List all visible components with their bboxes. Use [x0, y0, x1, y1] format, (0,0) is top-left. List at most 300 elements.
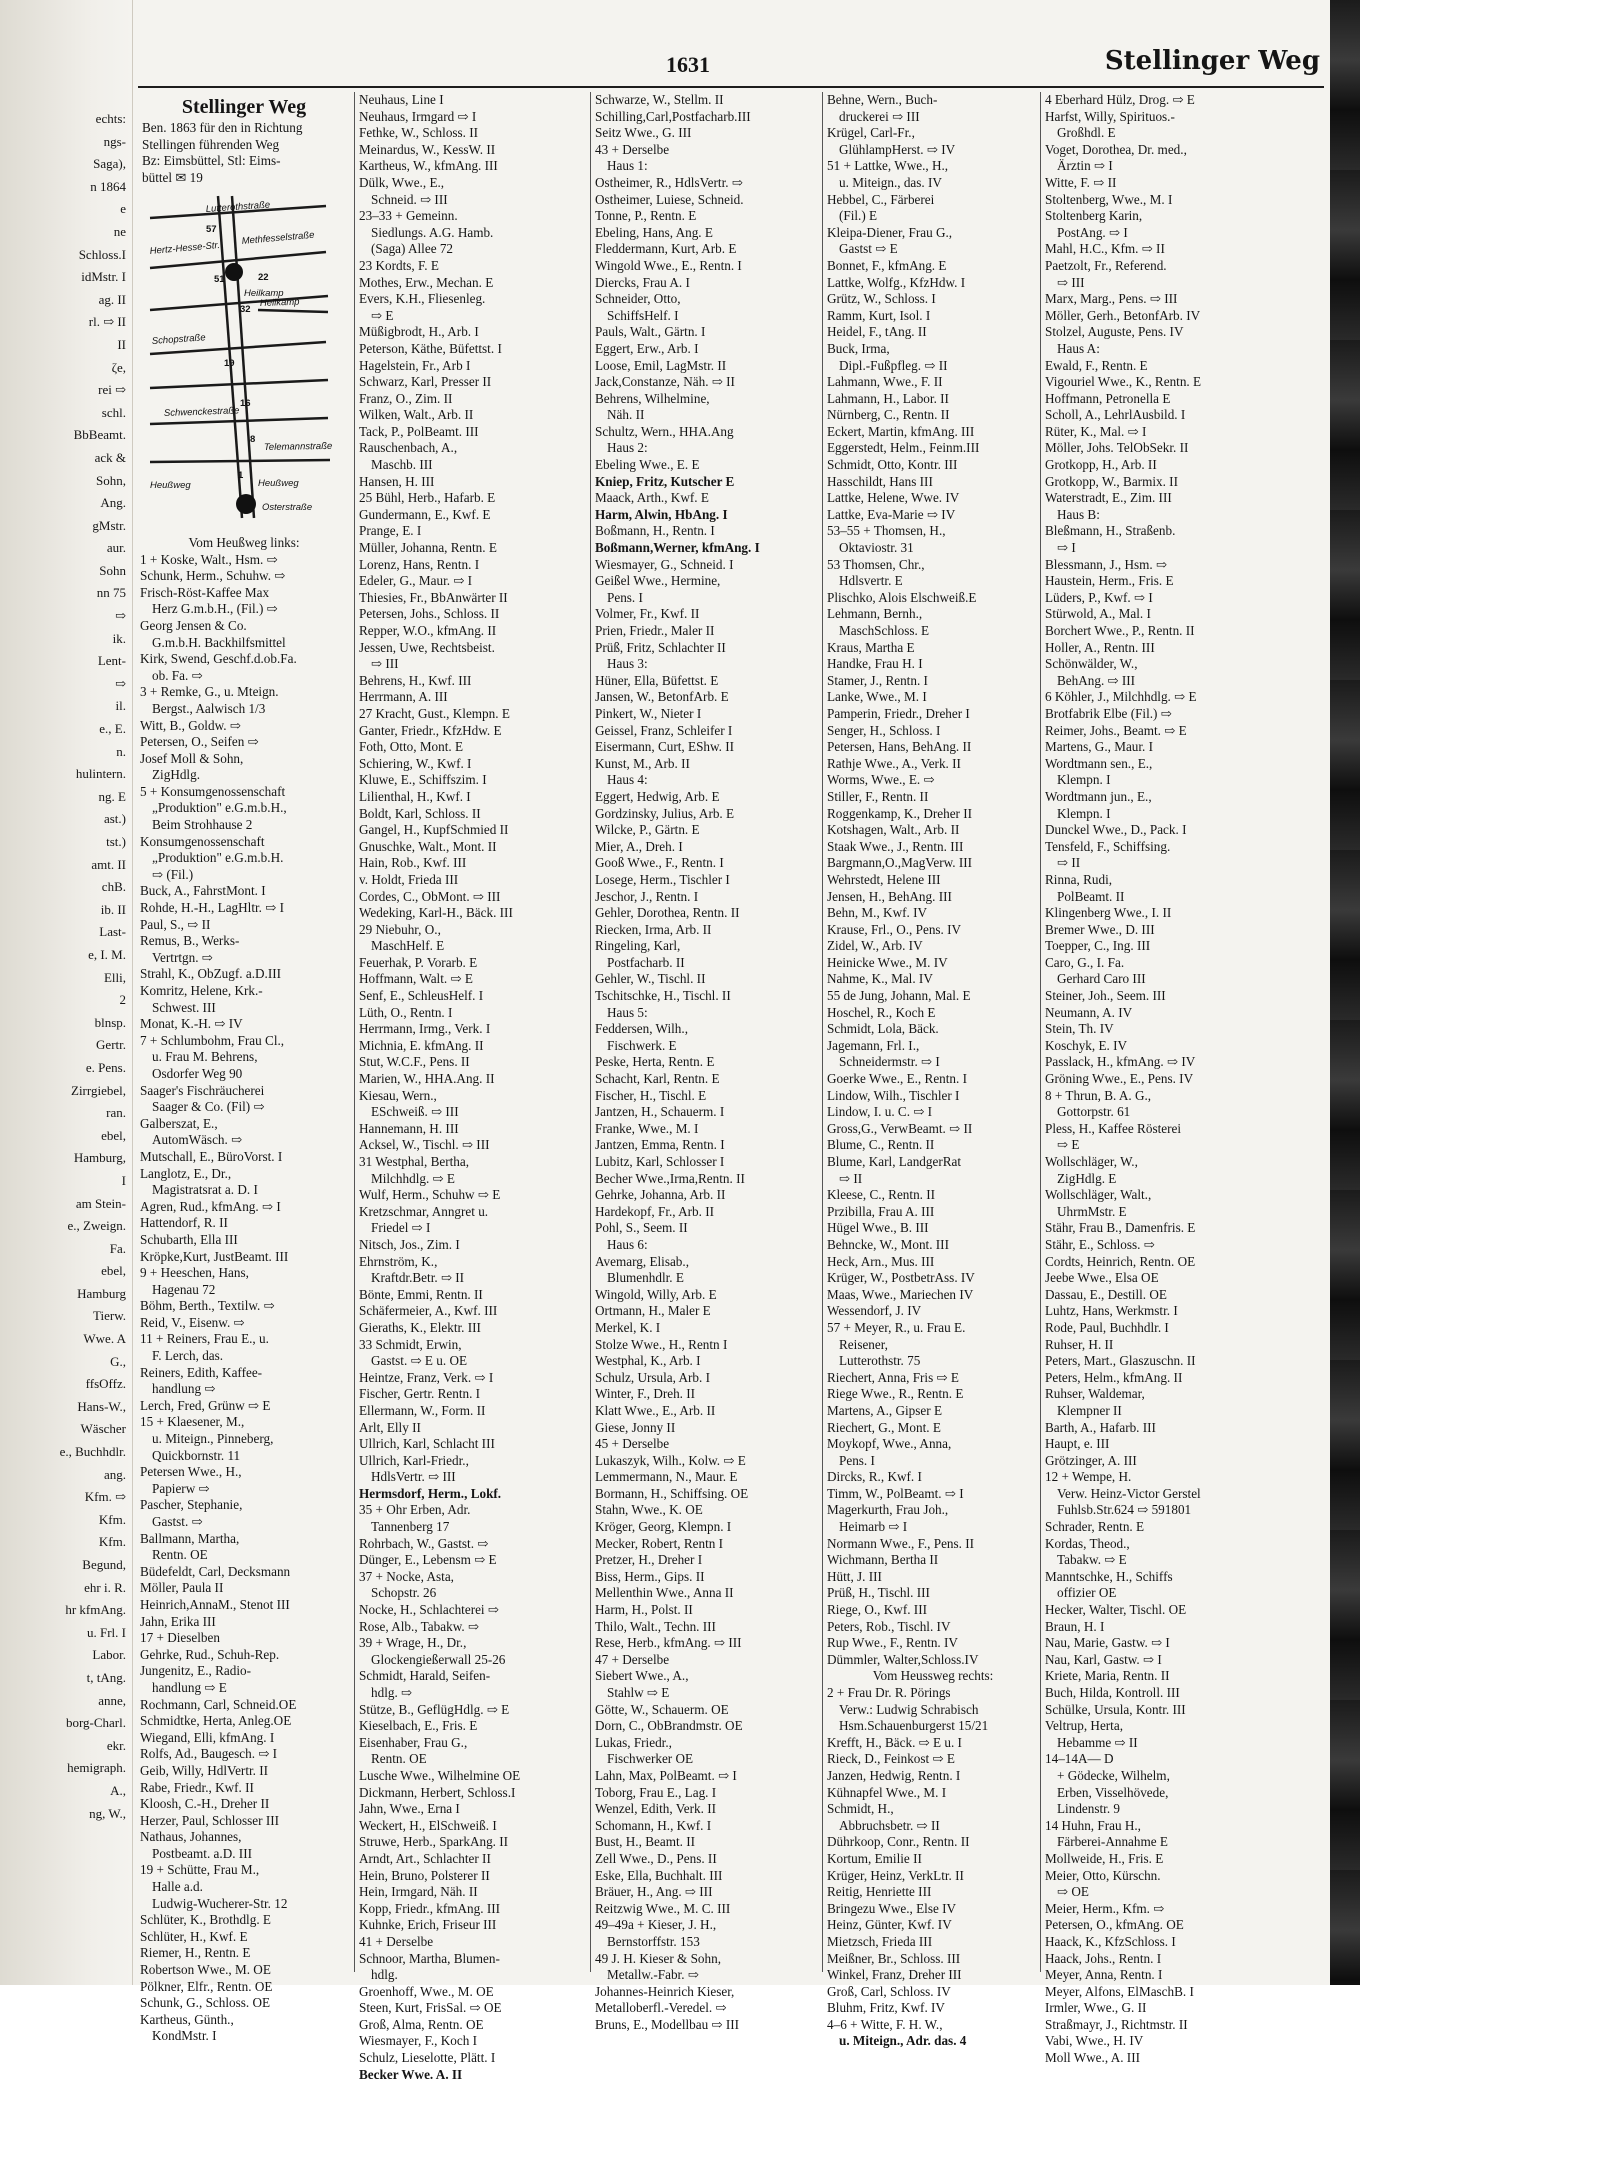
directory-entry: Gastst. ⇨: [152, 1514, 203, 1529]
directory-entry: Tschitschke, H., Tischl. II: [595, 988, 731, 1004]
directory-entry: Grotkopp, W., Barmix. II: [1045, 473, 1178, 489]
directory-entry: Gangel, H., KupfSchmied II: [359, 822, 509, 838]
directory-entry: ⇨ E: [371, 307, 394, 323]
gutter-fragment: ag. II: [98, 291, 126, 307]
gutter-fragment: idMstr. I: [81, 269, 126, 285]
directory-entry: Fleddermann, Kurt, Arb. E: [595, 241, 737, 257]
directory-entry: Wiegand, Elli, kfmAng. I: [140, 1729, 275, 1745]
directory-entry: Riemer, H., Rentn. E: [140, 1945, 251, 1961]
directory-entry: Groß, Alma, Rentn. OE: [359, 2016, 484, 2032]
gutter-fragment: e: [120, 201, 126, 217]
directory-entry: KondMstr. I: [152, 2028, 217, 2044]
directory-entry: Komritz, Helene, Krk.-: [140, 983, 263, 998]
directory-entry: Hagelstein, Fr., Arb I: [359, 357, 471, 373]
directory-entry: Marien, W., HHA.Ang. II: [359, 1071, 495, 1087]
directory-entry: Milchhdlg. ⇨ E: [371, 1170, 455, 1186]
directory-entry: druckerei ⇨ III: [839, 108, 920, 124]
directory-entry: Arndt, Art., Schlachter II: [359, 1850, 491, 1866]
directory-entry: 19 + Schütte, Frau M.,: [140, 1862, 260, 1878]
directory-entry: Hügel Wwe., B. III: [827, 1220, 929, 1236]
directory-entry: Hsm.Schauenburgerst 15/21: [839, 1718, 989, 1734]
directory-entry: Hansen, H. III: [359, 473, 435, 489]
directory-entry: Buck, A., FahrstMont. I: [140, 883, 266, 899]
directory-entry: u. Miteign., Pinneberg,: [152, 1431, 274, 1447]
directory-entry: Hain, Rob., Kwf. III: [359, 855, 467, 871]
map-street-label: Telemannstraße: [263, 441, 333, 454]
directory-entry: Wilken, Walt., Arb. II: [359, 407, 474, 423]
directory-entry: Frisch-Röst-Kaffee Max: [140, 584, 270, 600]
directory-entry: Scholl, A., LehrlAusbild. I: [1045, 407, 1186, 423]
directory-entry: Peterson, Käthe, Büfettst. I: [359, 340, 502, 356]
gutter-fragment: ehr i. R.: [84, 1579, 126, 1595]
gutter-fragment: am Stein-: [75, 1195, 126, 1211]
directory-entry: Lerch, Fred, Grünw ⇨ E: [140, 1397, 271, 1413]
directory-entry: Ringeling, Karl,: [595, 938, 681, 954]
directory-entry: Rieck, D., Feinkost ⇨ E: [827, 1751, 955, 1767]
gutter-fragment: BbBeamt.: [73, 427, 126, 443]
directory-entry: Quickbornstr. 11: [152, 1447, 241, 1463]
directory-entry: Reiners, Edith, Kaffee-: [140, 1364, 263, 1380]
map-street-label: Schopstraße: [151, 332, 206, 348]
directory-entry: Dümmler, Walter,Schloss.IV: [827, 1651, 979, 1667]
directory-entry: Kunst, M., Arb. II: [595, 755, 690, 771]
directory-entry: Barth, A., Hafarb. III: [1045, 1419, 1156, 1435]
directory-entry: Losege, Herm., Tischler I: [595, 871, 730, 887]
directory-entry: Haus 1:: [607, 158, 648, 174]
directory-entry: Tack, P., PolBeamt. III: [359, 423, 479, 439]
directory-entry: Moll Wwe., A. III: [1045, 2050, 1140, 2066]
directory-entry: Tensfeld, F., Schiffsing.: [1045, 838, 1171, 854]
directory-entry: Hebamme ⇨ II: [1057, 1734, 1138, 1750]
directory-entry: Hecker, Walter, Tischl. OE: [1045, 1602, 1187, 1618]
directory-entry: Kartheus, W., kfmAng. III: [359, 158, 498, 174]
directory-entry: Weckert, H., ElSchweiß. I: [359, 1817, 497, 1833]
directory-entry: Petersen, O., kfmAng. OE: [1045, 1917, 1184, 1933]
directory-entry: Kiesau, Wern.,: [359, 1087, 437, 1103]
directory-entry: Ganter, Friedr., KfzHdw. E: [359, 722, 502, 738]
directory-entry: ZigHdlg.: [152, 767, 200, 783]
gutter-fragment: schl.: [101, 404, 126, 420]
directory-entry: Kretzschmar, Anngret u.: [359, 1203, 489, 1219]
directory-entry: Dührkoop, Conr., Rentn. II: [827, 1834, 970, 1850]
directory-entry: Lahmann, H., Labor. II: [827, 390, 949, 406]
directory-entry: Witt, B., Goldw. ⇨: [140, 717, 241, 733]
directory-entry: Meier, Herm., Kfm. ⇨: [1045, 1900, 1165, 1916]
directory-entry: Abbruchsbetr. ⇨ II: [839, 1817, 940, 1833]
directory-entry: Schulz, Lieselotte, Plätt. I: [359, 2050, 496, 2066]
directory-entry: Riechert, Anna, Fris ⇨ E: [827, 1369, 959, 1385]
directory-entry: 49 J. H. Kieser & Sohn,: [595, 1950, 722, 1966]
directory-entry: Grütz, W., Schloss. I: [827, 291, 936, 307]
gutter-fragment: nn 75: [96, 585, 126, 601]
directory-entry: Rode, Paul, Buchhdlr. I: [1045, 1319, 1169, 1335]
directory-entry: Petersen, Hans, BehAng. II: [827, 739, 972, 755]
directory-entry: Ellermann, W., Form. II: [359, 1402, 486, 1418]
directory-entry: Halle a.d.: [152, 1879, 203, 1895]
directory-entry: Verw.: Ludwig Schrabisch: [839, 1701, 979, 1717]
directory-entry: Przibilla, Frau A. III: [827, 1203, 935, 1219]
directory-entry: Schomann, H., Kwf. I: [595, 1817, 712, 1833]
directory-entry: Kleipa-Diener, Frau G.,: [827, 224, 953, 240]
directory-entry: Siebert Wwe., A.,: [595, 1668, 689, 1684]
directory-entry: Jahn, Erika III: [140, 1613, 216, 1629]
directory-entry: Eggert, Erw., Arb. I: [595, 340, 699, 356]
page-number: 1631: [666, 52, 710, 77]
directory-entry: Edeler, G., Maur. ⇨ I: [359, 573, 473, 589]
directory-entry: u. Miteign., Adr. das. 4: [839, 2033, 967, 2049]
directory-entry: Wingold Wwe., E., Rentn. I: [595, 257, 742, 273]
directory-entry: Moykopf, Wwe., Anna,: [827, 1436, 952, 1452]
directory-entry: Möller, Gerh., BetonfArb. IV: [1045, 307, 1201, 323]
directory-entry: Lattke, Eva-Marie ⇨ IV: [827, 506, 956, 522]
directory-entry: Fischer, H., Tischl. E: [595, 1087, 707, 1103]
directory-entry: 53 Thomsen, Chr.,: [827, 556, 925, 572]
directory-entry: „Produktion" e.G.m.b.H.,: [152, 800, 287, 816]
gutter-fragment: e., Buchhdlr.: [59, 1444, 126, 1460]
directory-entry: Harm, H., Polst. II: [595, 1602, 693, 1618]
directory-entry: Koschyk, E. IV: [1045, 1037, 1128, 1053]
directory-entry: Pens. I: [839, 1452, 875, 1468]
directory-entry: Staak Wwe., J., Rentn. III: [827, 838, 964, 854]
directory-entry: Schacht, Karl, Rentn. E: [595, 1071, 720, 1087]
directory-entry: Goerke Wwe., E., Rentn. I: [827, 1071, 968, 1087]
directory-entry: Eggerstedt, Helm., Feinm.III: [827, 440, 980, 456]
directory-entry: Schrader, Rentn. E: [1045, 1519, 1145, 1535]
directory-entry: Hebbel, C., Färberei: [827, 191, 935, 207]
directory-entry: ⇨ I: [1057, 540, 1076, 556]
directory-entry: Lahmann, Wwe., F. II: [827, 374, 943, 390]
directory-entry: Krüger, W., PostbetrAss. IV: [827, 1270, 975, 1286]
directory-entry: Gottorpstr. 61: [1057, 1104, 1131, 1120]
directory-entry: Prange, E. I: [359, 523, 422, 539]
directory-entry: Borchert Wwe., P., Rentn. II: [1045, 623, 1195, 638]
facing-page-gutter: [0, 0, 133, 1985]
gutter-fragment: ik.: [112, 630, 126, 646]
directory-entry: Meier, Otto, Kürschn.: [1045, 1867, 1161, 1883]
directory-entry: Heimarb ⇨ I: [839, 1519, 908, 1535]
directory-entry: Kotshagen, Walt., Arb. II: [827, 822, 960, 838]
directory-entry: 3 + Remke, G., u. Mteign.: [140, 684, 279, 700]
directory-entry: Riege Wwe., R., Rentn. E: [827, 1386, 964, 1402]
directory-entry: Petersen, Johs., Schloss. II: [359, 606, 500, 622]
directory-entry: Osdorfer Weg 90: [152, 1065, 243, 1081]
directory-entry: 51 + Lattke, Wwe., H.,: [827, 158, 949, 174]
column-3: [590, 92, 823, 2032]
directory-entry: Ebeling, Hans, Ang. E: [595, 224, 713, 240]
directory-entry: Böhm, Berth., Textilw. ⇨: [140, 1298, 275, 1314]
directory-entry: 23 Kordts, F. E: [359, 257, 439, 273]
directory-entry: Dorn, C., ObBrandmstr. OE: [595, 1718, 743, 1734]
directory-entry: Stütze, B., GeflügHdlg. ⇨ E: [359, 1701, 510, 1717]
directory-entry: SchiffsHelf. I: [607, 307, 679, 323]
directory-entry: Nitsch, Jos., Zim. I: [359, 1236, 460, 1252]
directory-entry: Lukas, Friedr.,: [595, 1734, 672, 1750]
directory-entry: Rose, Alb., Tabakw. ⇨: [359, 1618, 480, 1634]
directory-entry: Hein, Irmgard, Näh. II: [359, 1884, 478, 1900]
directory-entry: Jeebe Wwe., Elsa OE: [1045, 1270, 1159, 1286]
directory-entry: Behrens, H., Kwf. III: [359, 672, 472, 688]
directory-entry: Normann Wwe., F., Pens. II: [827, 1535, 975, 1551]
directory-entry: Schilling,Carl,Postfacharb.III: [595, 108, 751, 124]
directory-entry: Harfst, Willy, Spirituos.-: [1045, 108, 1175, 124]
directory-entry: Mietzsch, Frieda III: [827, 1933, 933, 1949]
directory-entry: 35 + Ohr Erben, Adr.: [359, 1502, 471, 1518]
directory-entry: Gastst ⇨ E: [839, 241, 898, 257]
directory-entry: Seitz Wwe., G. III: [595, 125, 692, 141]
directory-entry: Thiesies, Fr., BbAnwärter II: [359, 589, 508, 605]
directory-entry: Ruhser, Waldemar,: [1045, 1386, 1145, 1402]
directory-entry: Zell Wwe., D., Pens. II: [595, 1850, 717, 1866]
directory-entry: Stolze Wwe., H., Rentn I: [595, 1336, 728, 1352]
directory-entry: Jagemann, Frl. I.,: [827, 1037, 920, 1053]
directory-entry: Vigouriel Wwe., K., Rentn. E: [1045, 374, 1202, 390]
column-1-entries: [140, 535, 348, 2045]
directory-entry: Bruns, E., Modellbau ⇨ III: [595, 2016, 740, 2032]
directory-entry: Hannemann, H. III: [359, 1120, 459, 1136]
directory-entry: Stahlw ⇨ E: [607, 1685, 670, 1700]
directory-entry: 1 + Koske, Walt., Hsm. ⇨: [140, 551, 278, 567]
directory-entry: Haupt, e. III: [1045, 1436, 1110, 1452]
directory-entry: Schmidt, Harald, Seifen-: [359, 1668, 491, 1684]
directory-entry: Rathje Wwe., A., Verk. II: [827, 755, 961, 771]
directory-entry: Herrmann, A. III: [359, 689, 448, 705]
gutter-fragment: Saga),: [93, 156, 126, 172]
gutter-fragment: hulintern.: [75, 766, 126, 782]
directory-entry: Vertrtgn. ⇨: [152, 949, 213, 965]
gutter-fragment: amt. II: [91, 856, 126, 872]
directory-entry: Kühnapfel Wwe., M. I: [827, 1784, 947, 1800]
street-title: Stellinger Weg: [181, 96, 307, 118]
gutter-fragment: Begund,: [82, 1557, 126, 1572]
directory-entry: Blessmann, J., Hsm. ⇨: [1045, 556, 1168, 572]
gutter-fragment: ang.: [103, 1466, 126, 1482]
directory-entry: 37 + Nocke, Asta,: [359, 1568, 454, 1584]
directory-entry: Haus 3:: [607, 656, 648, 672]
directory-entry: Groenhoff, Wwe., M. OE: [359, 1983, 494, 1999]
directory-entry: Pölkner, Elfr., Rentn. OE: [140, 1978, 273, 1994]
directory-entry: 14–14A— D: [1045, 1751, 1114, 1767]
directory-entry: Klempner II: [1057, 1402, 1122, 1418]
directory-entry: Stoltenberg Karin,: [1045, 208, 1143, 224]
directory-entry: Kartheus, Günth.,: [140, 2011, 234, 2027]
directory-entry: Bönte, Emmi, Rentn. II: [359, 1286, 483, 1302]
directory-entry: Kniep, Fritz, Kutscher E: [595, 473, 735, 489]
directory-entry: Groß, Carl, Schloss. IV: [827, 1983, 951, 1999]
gutter-fragment: ng, W.,: [89, 1805, 126, 1821]
directory-entry: Lubitz, Karl, Schlosser I: [595, 1154, 725, 1169]
directory-entry: Galberszat, E.,: [140, 1115, 218, 1131]
directory-entry: Merkel, K. I: [595, 1319, 661, 1335]
directory-entry: Ewald, F., Rentn. E: [1045, 357, 1148, 373]
directory-entry: Haack, K., KfzSchloss. I: [1045, 1933, 1176, 1949]
directory-entry: Glockengießerwall 25-26: [371, 1651, 506, 1667]
gutter-fragment: t, tAng.: [86, 1669, 126, 1685]
directory-entry: Wollschläger, Walt.,: [1045, 1187, 1152, 1203]
directory-entry: Dickmann, Herbert, Schloss.I: [359, 1784, 516, 1800]
directory-entry: Nahme, K., Mal. IV: [827, 971, 933, 987]
directory-entry: 43 + Derselbe: [595, 141, 670, 157]
directory-entry: Geib, Willy, HdlVertr. II: [140, 1762, 269, 1778]
intro-line: Ben. 1863 für den in Richtung: [142, 120, 303, 135]
directory-entry: (Saga) Allee 72: [371, 241, 454, 257]
directory-entry: Riecken, Irma, Arb. II: [595, 921, 712, 937]
column-2: [354, 92, 587, 2082]
directory-entry: u. Frau M. Behrens,: [152, 1049, 258, 1065]
directory-entry: Stoltenberg, Wwe., M. I: [1045, 191, 1173, 207]
facing-page-fragments: [0, 108, 132, 1825]
directory-entry: PolBeamt. II: [1057, 888, 1125, 904]
gutter-fragment: ast.): [103, 811, 126, 827]
directory-entry: Schäfermeier, A., Kwf. III: [359, 1303, 498, 1319]
directory-entry: Thilo, Walt., Techn. III: [595, 1618, 716, 1634]
directory-entry: Dunckel Wwe., D., Pack. I: [1045, 822, 1187, 838]
directory-entry: Papierw ⇨: [152, 1480, 210, 1496]
directory-entry: Rauschenbach, A.,: [359, 440, 458, 456]
directory-entry: Bonnet, F., kfmAng. E: [827, 257, 947, 273]
gutter-fragment: ng. E: [98, 788, 126, 804]
directory-entry: Fuhlsb.Str.624 ⇨ 591801: [1057, 1502, 1192, 1518]
directory-entry: Schnoor, Martha, Blumen-: [359, 1950, 500, 1966]
directory-entry: Tonne, P., Rentn. E: [595, 208, 697, 224]
directory-entry: AutomWäsch. ⇨: [152, 1132, 243, 1148]
directory-entry: MaschSchloss. E: [839, 623, 930, 638]
directory-entry: Lindow, I. u. C. ⇨ I: [827, 1104, 933, 1120]
directory-entry: Gordzinsky, Julius, Arb. E: [595, 805, 735, 821]
directory-entry: v. Holdt, Frieda III: [359, 871, 459, 887]
directory-entry: ⇨ (Fil.): [152, 866, 194, 882]
directory-entry: Franke, Wwe., M. I: [595, 1120, 699, 1136]
directory-entry: Handke, Frau H. I: [827, 656, 923, 672]
directory-entry: Boldt, Karl, Schloss. II: [359, 805, 481, 821]
directory-entry: Schneider, Otto,: [595, 291, 681, 307]
directory-entry: 15 + Klaesener, M.,: [140, 1414, 245, 1430]
directory-entry: Schunk, Herm., Schuhw. ⇨: [140, 568, 286, 584]
directory-entry: Worms, Wwe., E. ⇨: [827, 772, 935, 788]
directory-entry: Büdefeldt, Carl, Decksmann: [140, 1563, 291, 1579]
gutter-fragment: e., Zweign.: [67, 1218, 126, 1234]
directory-entry: Bremer Wwe., D. III: [1045, 921, 1155, 937]
directory-entry: Georg Jensen & Co.: [140, 617, 247, 633]
directory-entry: + Gödecke, Wilhelm,: [1057, 1767, 1170, 1783]
map-house-number: 51: [214, 274, 225, 286]
map-house-number: 8: [250, 434, 256, 446]
directory-entry: Krügel, Carl-Fr.,: [827, 125, 915, 141]
map-street-label: Heußweg: [150, 480, 191, 492]
directory-entry: Giese, Jonny II: [595, 1419, 676, 1435]
directory-entry: Maack, Arth., Kwf. E: [595, 490, 709, 506]
directory-entry: Herz G.m.b.H., (Fil.) ⇨: [152, 601, 278, 617]
gutter-fragment: Zirrgiebel,: [71, 1082, 126, 1098]
directory-entry: Gehrke, Johanna, Arb. II: [595, 1187, 726, 1203]
directory-entry: Pretzer, H., Dreher I: [595, 1552, 703, 1568]
directory-entry: Götte, W., Schauerm. OE: [595, 1701, 729, 1717]
gutter-fragment: ebel,: [101, 1263, 126, 1279]
column-4: [822, 92, 1039, 2049]
directory-entry: Veltrup, Herta,: [1045, 1718, 1123, 1734]
directory-entry: Timm, W., PolBeamt. ⇨ I: [827, 1485, 964, 1501]
directory-entry: 45 + Derselbe: [595, 1436, 670, 1452]
directory-entry: Nau, Marie, Gastw. ⇨ I: [1045, 1635, 1170, 1651]
directory-entry: Mutschall, E., BüroVorst. I: [140, 1148, 283, 1164]
street-map: [146, 192, 336, 522]
gutter-fragment: ekr.: [106, 1737, 126, 1753]
gutter-fragment: ib. II: [100, 901, 126, 917]
directory-entry: Jensen, H., BehAng. III: [827, 888, 952, 904]
directory-entry: Meyer, Anna, Rentn. I: [1045, 1967, 1163, 1983]
gutter-fragment: ebel,: [101, 1127, 126, 1143]
directory-entry: Rochmann, Carl, Schneid.OE: [140, 1696, 297, 1712]
directory-entry: Boßmann,Werner, kfmAng. I: [595, 540, 760, 556]
directory-entry: Hüner, Ella, Büfettst. E: [595, 672, 719, 688]
directory-entry: Lilienthal, H., Kwf. I: [359, 788, 471, 804]
directory-entry: Bluhm, Fritz, Kwf. IV: [827, 2000, 945, 2016]
directory-entry: Schlüter, H., Kwf. E: [140, 1928, 248, 1944]
directory-entry: Wehrstedt, Helene III: [827, 871, 941, 887]
directory-entry: Eckert, Martin, kfmAng. III: [827, 423, 975, 439]
directory-entry: Gehler, W., Tischl. II: [595, 971, 706, 987]
directory-entry: Geißel Wwe., Hermine,: [595, 573, 721, 589]
directory-entry: Stiller, F., Rentn. II: [827, 788, 929, 804]
directory-entry: Wingold, Willy, Arb. E: [595, 1286, 717, 1302]
directory-entry: handlung ⇨ E: [152, 1679, 227, 1695]
directory-entry: Kopp, Friedr., kfmAng. III: [359, 1900, 501, 1916]
directory-entry: 25 Bühl, Herb., Hafarb. E: [359, 490, 496, 506]
directory-entry: Hein, Bruno, Polsterer II: [359, 1867, 490, 1883]
directory-entry: Manntschke, H., Schiffs: [1045, 1568, 1173, 1584]
directory-entry: BehAng. ⇨ III: [1057, 672, 1136, 688]
directory-entry: Prüß, Fritz, Schlachter II: [595, 639, 726, 655]
directory-entry: Lindow, Wilh., Tischler I: [827, 1087, 960, 1103]
directory-entry: G.m.b.H. Backhilfsmittel: [152, 634, 286, 650]
map-street-label: Methfesselstraße: [241, 230, 315, 248]
directory-entry: Eisermann, Curt, EShw. II: [595, 739, 735, 755]
gutter-fragment: blnsp.: [94, 1014, 126, 1030]
gutter-fragment: e, I. M.: [88, 946, 126, 962]
directory-entry: Lüders, P., Kwf. ⇨ I: [1045, 589, 1153, 605]
directory-entry: Maschb. III: [371, 457, 433, 473]
directory-entry: Saager & Co. (Fil) ⇨: [152, 1099, 265, 1115]
directory-entry: Hoffmann, Petronella E: [1045, 390, 1171, 406]
directory-entry: Meinardus, W., KessW. II: [359, 141, 496, 157]
directory-entry: Ludwig-Wucherer-Str. 12: [152, 1895, 288, 1911]
map-street-label: Heilkamp: [259, 296, 300, 310]
directory-entry: Kraftdr.Betr. ⇨ II: [371, 1270, 465, 1286]
directory-entry: Passlack, H., kfmAng. ⇨ IV: [1045, 1054, 1196, 1070]
directory-entry: Langlotz, E., Dr.,: [140, 1165, 232, 1181]
gutter-fragment: il.: [115, 698, 126, 714]
directory-entry: Kluwe, E., Schiffszim. I: [359, 772, 487, 788]
map-street-label: Heußweg: [258, 478, 299, 490]
column-5: [1040, 92, 1295, 2066]
directory-entry: 9 + Heeschen, Hans,: [140, 1265, 249, 1281]
directory-entry: Agren, Rud., kfmAng. ⇨ I: [140, 1198, 281, 1214]
directory-entry: Plischko, Alois Elschweiß.E: [827, 589, 977, 605]
directory-entry: 6 Köhler, J., Milchhdlg. ⇨ E: [1045, 689, 1197, 705]
directory-entry: 31 Westphal, Bertha,: [359, 1154, 470, 1169]
directory-entry: 12 + Wempe, H.: [1045, 1469, 1132, 1485]
directory-entry: Peske, Herta, Rentn. E: [595, 1054, 715, 1070]
directory-entry: Volmer, Fr., Kwf. II: [595, 606, 700, 622]
directory-entry: Gross,G., VerwBeamt. ⇨ II: [827, 1120, 973, 1136]
directory-entry: ⇨ III: [1057, 274, 1085, 290]
directory-entry: Repper, W.O., kfmAng. II: [359, 623, 497, 638]
directory-entry: Bernstorffstr. 153: [607, 1933, 700, 1949]
directory-entry: Stolzel, Auguste, Pens. IV: [1045, 324, 1184, 340]
directory-entry: Pohl, S., Seem. II: [595, 1220, 688, 1236]
directory-entry: Dassau, E., Destill. OE: [1045, 1286, 1167, 1302]
directory-entry: Irmler, Wwe., G. II: [1045, 2000, 1147, 2016]
directory-entry: Gerhard Caro III: [1057, 971, 1146, 987]
